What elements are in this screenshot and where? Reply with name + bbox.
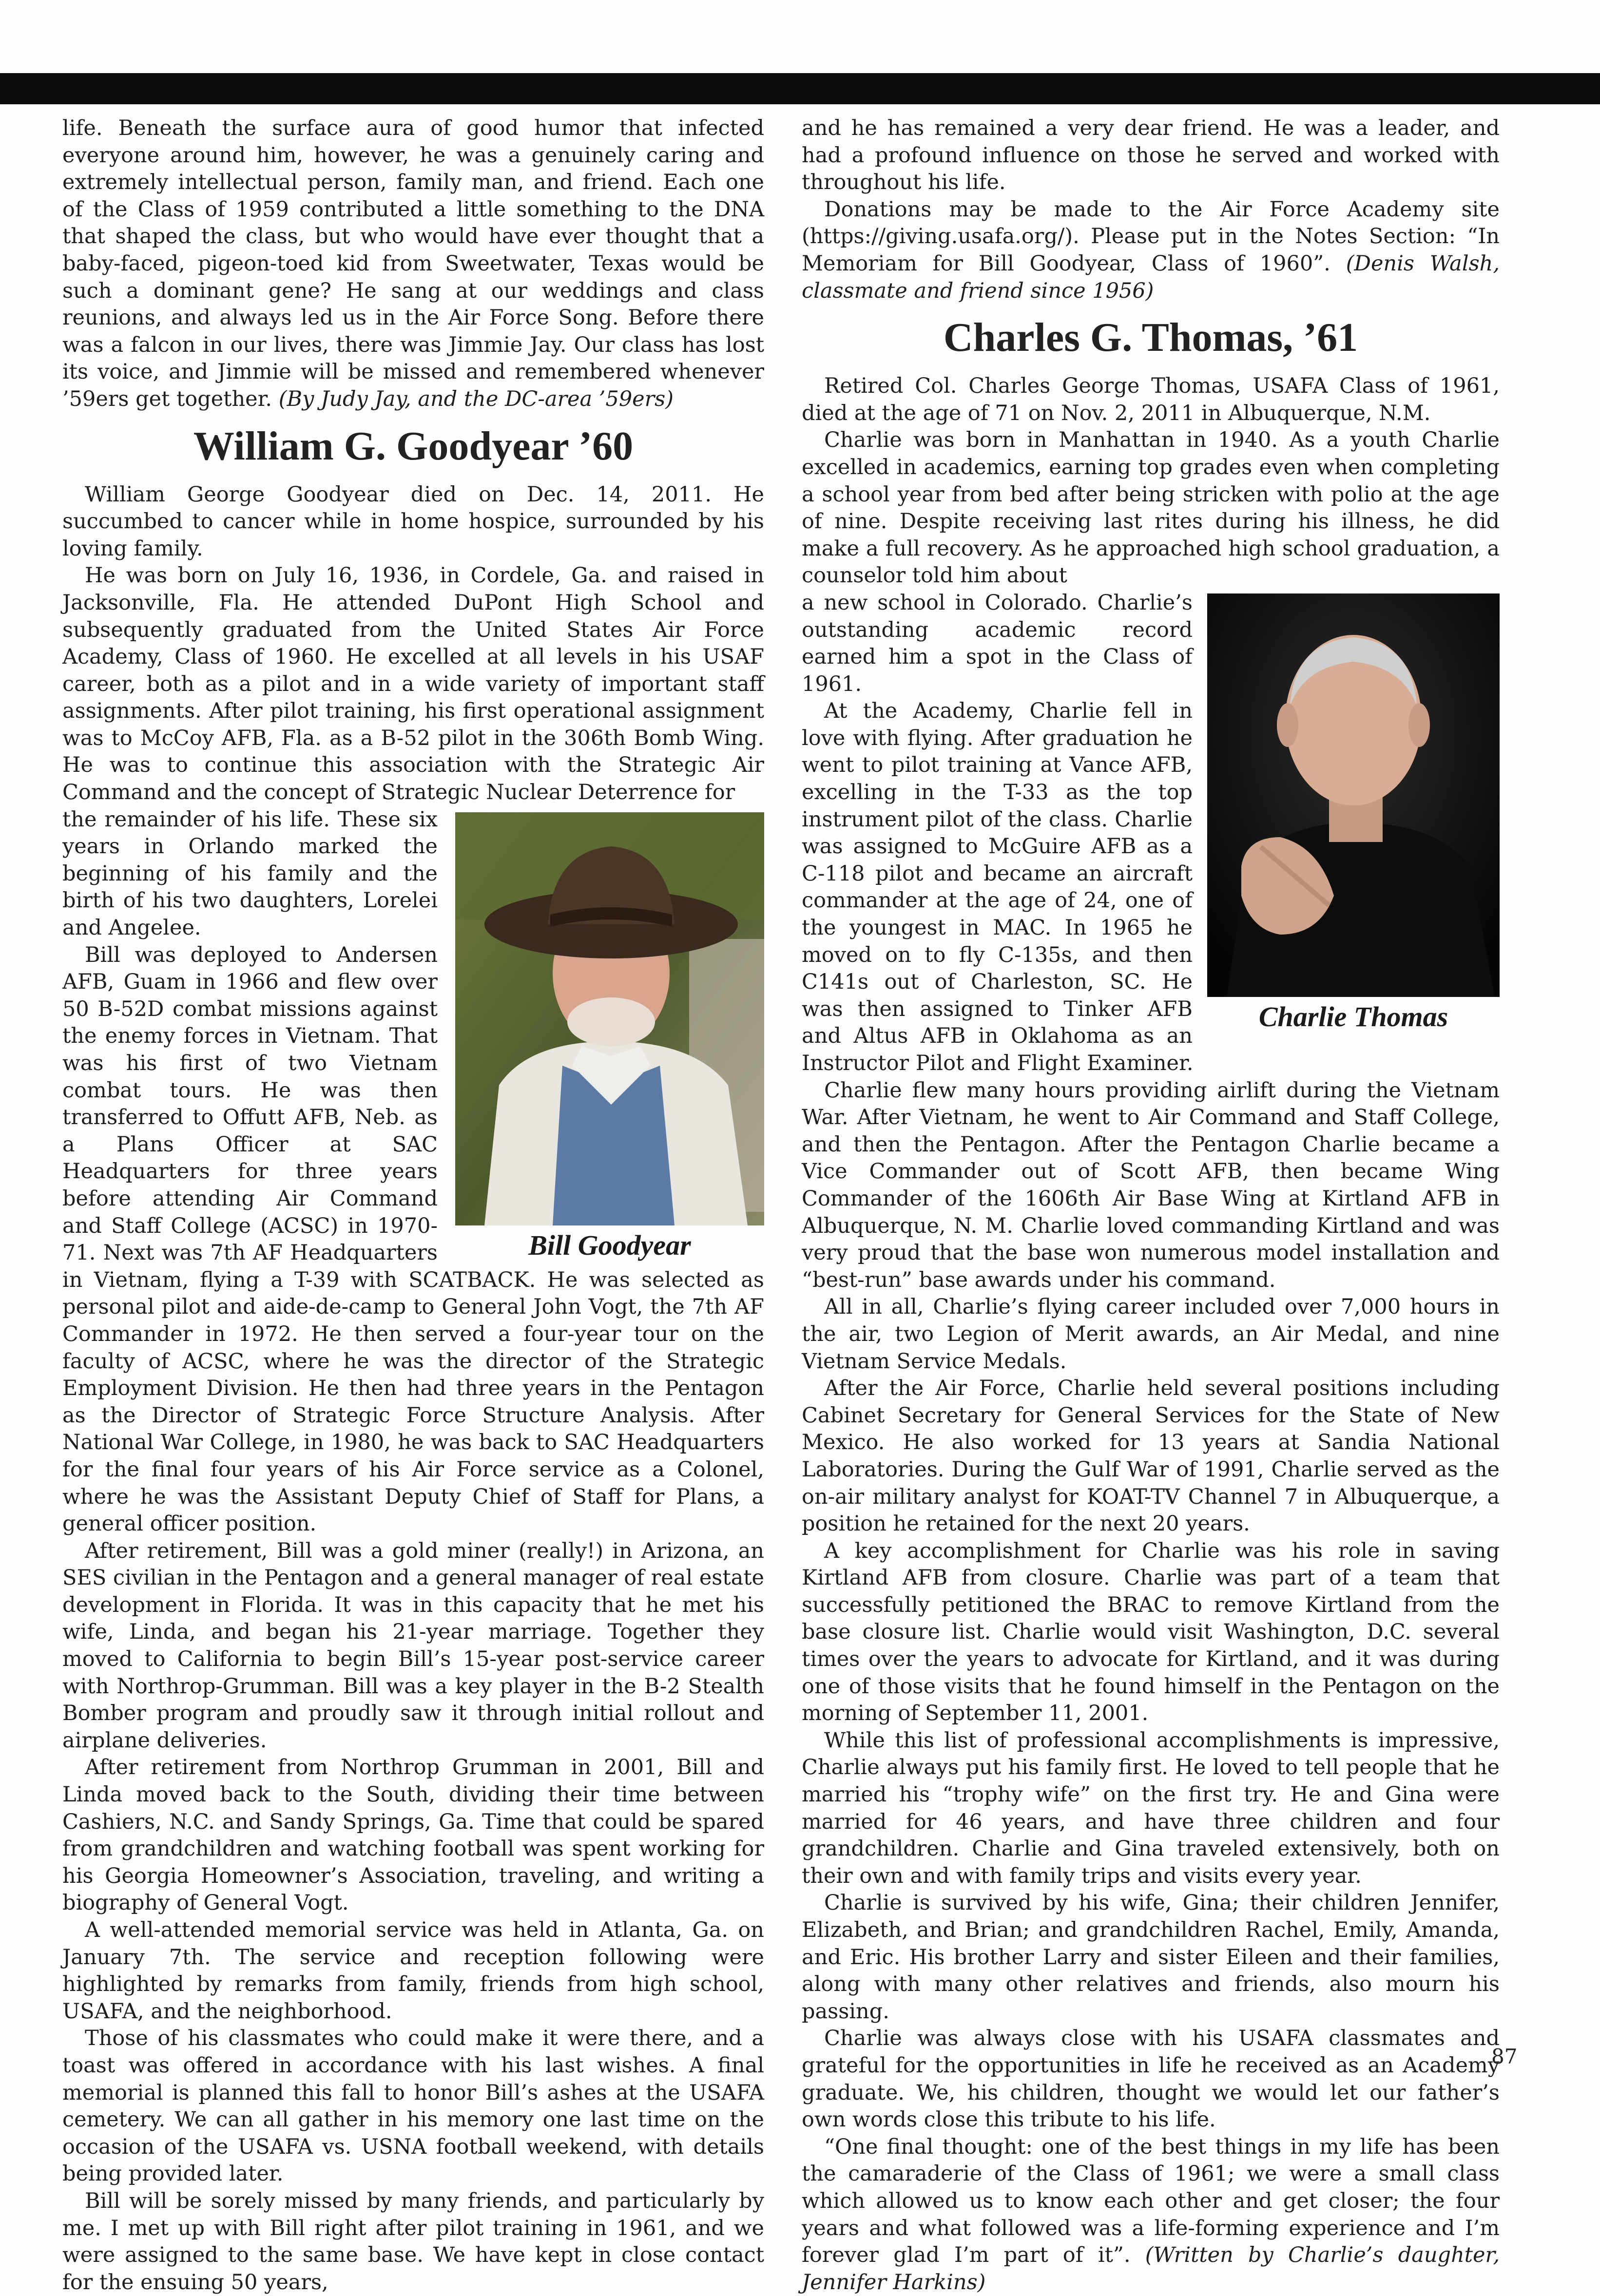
paragraph: William George Goodyear died on Dec. 14, 2011. He succumbed to cancer while in home hospice, surrounded by his loving family.: [62, 482, 764, 561]
left-column: [62, 115, 764, 2296]
paragraph: A well-attended memorial service was held in Atlanta, Ga. on January 7th. The service and reception following were highlighted by remarks from family, friends from high school, USAFA, and the neighborhood.: [62, 1918, 764, 2024]
intro-paragraph: life. Beneath the surface aura of good humor that infected everyone around him, however, he was a genuinely caring and extremely intellectual person, family man, and friend. Each one of the Class of 1959 contributed a little something to the DNA that shaped the class, but who would have ever thought that a baby-faced, pigeon-toed kid from Sweetwater, Texas would be such a dominant gene? He sang at our weddings and class reunions, and always led us in the Air Force Song. Before there was a falcon in our lives, there was Jimmie Jay. Our class has lost its voice, and Jimmie will be missed and remembered whenever ’59ers get together. (By Judy Jay, and the DC-area ’59ers): [62, 116, 764, 411]
paragraph: Retired Col. Charles George Thomas, USAFA Class of 1961, died at the age of 71 on Nov. 2, 2011 in Albuquerque, N.M.: [802, 374, 1500, 425]
paragraph: Donations may be made to the Air Force Academy site (https://giving.usafa.org/). Please put in the Notes Section: “In Memoriam for Bill Goodyear, Class of 1960”. (Denis Walsh, classmate and friend since 1956): [802, 197, 1500, 303]
portrait-charlie-thomas: [1207, 593, 1500, 997]
paragraph: While this list of professional accomplishments is impressive, Charlie always put his family first. He loved to tell people that he married his “trophy wife” on the first try. He and Gina were married for 46 years, and have three children and four grandchildren. Charlie and Gina traveled extensively, both on their own and with family trips and visits every year.: [802, 1728, 1500, 1888]
portrait-bill-goodyear: [455, 812, 764, 1225]
paragraph: Charlie was born in Manhattan in 1940. As a youth Charlie excelled in academics, earning top grades even when completing a school year from bed after being stricken with polio at the age of nine. Despite receiving last rites during his illness, he did make a full recovery. As he approached high school graduation, a counselor told him about: [802, 428, 1500, 588]
paragraph: After retirement, Bill was a gold miner (really!) in Arizona, an SES civilian in the Pentagon and a general manager of real estate development in Florida. It was in this capacity that he met his wife, Linda, and began his 21-year marriage. Together they moved to California to begin Bill’s 15-year post-service career with Northrop-Grumman. Bill was a key player in the B-2 Stealth Bomber program and proudly saw it through initial rollout and airplane deliveries.: [62, 1538, 764, 1753]
photo-caption-goodyear: Bill Goodyear: [528, 1229, 691, 1261]
paragraph: A key accomplishment for Charlie was his role in saving Kirtland AFB from closure. Charlie was part of a team that successfully petitioned the BRAC to remove Kirtland from the base closure list. Charlie would visit Washington, D.C. several times over the years to advocate for Kirtland, and it was during one of those visits that he found himself in the Pentagon on the morning of September 11, 2001.: [802, 1538, 1500, 1726]
page-number: 87: [1491, 2045, 1518, 2068]
thomas-byline: (Written by Charlie’s daughter, Jennifer Harkins): [802, 2243, 1500, 2295]
photo-charlie-thomas: [1207, 593, 1500, 1035]
paragraph: After the Air Force, Charlie held several positions including Cabinet Secretary for General Services for the State of New Mexico. He also worked for 13 years at Sandia National Laboratories. During the Gulf War of 1991, Charlie served as the on-air military analyst for KOAT-TV Channel 7 in Albuquerque, a position he retained for the next 20 years.: [802, 1376, 1500, 1536]
photo-bill-goodyear: [455, 812, 764, 1263]
paragraph: Charlie flew many hours providing airlift during the Vietnam War. After Vietnam, he went to Air Command and Staff College, and then the Pentagon. After the Pentagon Charlie became a Vice Commander out of Scott AFB, then became Wing Commander of the 1606th Air Base Wing at Kirtland AFB in Albuquerque, N. M. Charlie loved commanding Kirtland and was very proud that the base won numerous model installation and “best-run” base awards under his command.: [802, 1078, 1500, 1292]
paragraph: He was born on July 16, 1936, in Cordele, Ga. and raised in Jacksonville, Fla. He attended DuPont High School and subsequently graduated from the United States Air Force Academy, Class of 1960. He excelled at all levels in his USAF career, both as a pilot and in a wide variety of important staff assignments. After pilot training, his first operational assignment was to McCoy AFB, Fla. as a B-52 pilot in the 306th Bomb Wing. He was to continue this association with the Strategic Air Command and the concept of Strategic Nuclear Deterrence for: [62, 563, 764, 805]
paragraph: Bill will be sorely missed by many friends, and particularly by me. I met up with Bill right after pilot training in 1961, and we were assigned to the same base. We have kept in close contact for the ensuing 50 years,: [62, 2188, 764, 2295]
paragraph: Charlie is survived by his wife, Gina; their children Jennifer, Elizabeth, and Brian; and grandchildren Rachel, Emily, Amanda, and Eric. His brother Larry and sister Eileen and their families, along with many other relatives and friends, also mourn his passing.: [802, 1891, 1500, 2024]
paragraph: At the Academy, Charlie fell in love with flying. After graduation he went to pilot training at Vance AFB, excelling in the T-33 as the top instrument pilot of the class. Charlie was assigned to McGuire AFB as a C-118 pilot and became an aircraft commander at the age of 24, one of the youngest in MAC. In 1965 he moved on to fly C-135s, and then C141s out of Charleston, SC. He was then assigned to Tinker AFB and Altus AFB in Oklahoma as an Instructor Pilot and Flight Examiner.: [802, 699, 1194, 1075]
obituary-heading-goodyear: William G. Goodyear ’60: [193, 423, 634, 469]
paragraph: the remainder of his life. These six years in Orlando marked the beginning of his family and the birth of his two daughters, Lorelei and Angelee.: [62, 807, 438, 940]
paragraph: All in all, Charlie’s flying career included over 7,000 hours in the air, two Legion of Merit awards, an Air Medal, and nine Vietnam Service Medals.: [802, 1295, 1500, 1374]
paragraph: Those of his classmates who could make it were there, and a toast was offered in accordance with his last wishes. A final memorial is planned this fall to honor Bill’s ashes at the USAFA cemetery. We can all gather in his memory one last time on the occasion of the USAFA vs. USNA football weekend, with details being provided later.: [62, 2026, 764, 2186]
intro-byline: (By Judy Jay, and the DC-area ’59ers): [278, 386, 674, 411]
paragraph: After retirement from Northrop Grumman in 2001, Bill and Linda moved back to the South, dividing their time between Cashiers, N.C. and Sandy Springs, Ga. Time that could be spared from grandchildren and watching football was spent working for his Georgia Homeowner’s Association, traveling, and writing a biography of General Vogt.: [62, 1755, 764, 1915]
goodyear-byline: (Denis Walsh, classmate and friend since 1956): [802, 251, 1500, 303]
obituary-heading-thomas: Charles G. Thomas, ’61: [943, 315, 1358, 361]
header-bar: [0, 73, 1600, 104]
paragraph: a new school in Colorado. Charlie’s outstanding academic record earned him a spot in the Class of 1961.: [802, 590, 1193, 696]
paragraph: Bill was deployed to Andersen AFB, Guam in 1966 and flew over 50 B-52D combat missions against the enemy forces in Vietnam. That was his first of two Vietnam combat tours. He was then transferred to Offutt AFB, Neb. as a Plans Officer at SAC Headquarters for three years before attending Air Command and Staff College (ACSC) in 1970-71. Next was 7th AF Headquarters in Vietnam, flying a T-39 with SCATBACK. He was selected as personal pilot and aide-de-camp to General John Vogt, the 7th AF Commander in 1972. He then served a four-year tour on the faculty of ACSC, where he was the director of the Strategic Employment Division. He then had three years in the Pentagon as the Director of Strategic Force Structure Analysis. After National War College, in 1980, he was back to SAC Headquarters for the final four years of his Air Force service as a Colonel, where he was the Assistant Deputy Chief of Staff for Plans, a general officer position.: [62, 942, 764, 1536]
photo-caption-thomas: Charlie Thomas: [1258, 1000, 1448, 1033]
paragraph: Charlie was always close with his USAFA classmates and grateful for the opportunities in life he received as an Academy graduate. We, his children, thought we would let our father’s own words close this tribute to his life.: [802, 2026, 1500, 2132]
paragraph: “One final thought: one of the best things in my life has been the camaraderie of the Class of 1961; we were a small class which allowed us to know each other and get closer; the four years and what followed was a life-forming experience and I’m forever glad I’m part of it”. (Written by Charlie’s daughter, Jennifer Harkins): [802, 2134, 1500, 2295]
right-column: [802, 115, 1500, 2296]
paragraph: and he has remained a very dear friend. He was a leader, and had a profound influence on those he served and worked with throughout his life.: [802, 116, 1500, 195]
